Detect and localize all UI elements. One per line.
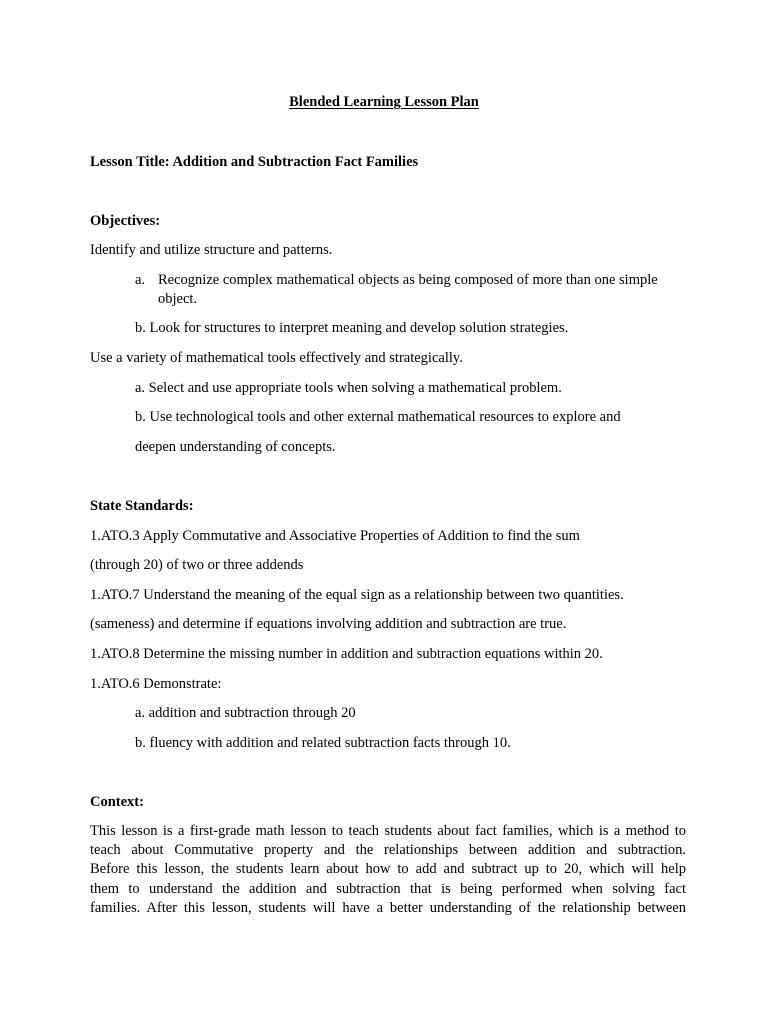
context-line: Before this lesson, the students learn about how to add and subtract up to 20, which will help [90,861,686,878]
standard-2-line2: (sameness) and determine if equations involving addition and subtraction are true. [90,616,567,632]
objective-item-2a: a. Select and use appropriate tools when solving a mathematical problem. [135,380,562,396]
standard-1-line1: 1.ATO.3 Apply Commutative and Associative Properties of Addition to find the sum [90,528,580,544]
standard-2-line1: 1.ATO.7 Understand the meaning of the equal sign as a relationship between two quantities. [90,587,624,603]
objective-item-1a-marker: a. [135,272,146,288]
context-line: families. After this lesson, students will have a better understanding of the relationship between [90,899,686,916]
objective-item-2b-line2: deepen understanding of concepts. [135,439,336,455]
document-title: Blended Learning Lesson Plan [289,94,479,110]
context-line: teach about Commutative property and the relationships between addition and subtraction. [90,842,686,859]
standard-4b: b. fluency with addition and related subtraction facts through 10. [135,735,511,751]
context-heading: Context: [90,794,144,810]
objective-item-1: Identify and utilize structure and patterns. [90,242,333,258]
objective-item-2: Use a variety of mathematical tools effectively and strategically. [90,350,463,366]
context-line: them to understand the addition and subtraction that is being performed when solving fact [90,880,686,897]
standard-1-line2: (through 20) of two or three addends [90,557,304,573]
context-paragraph [90,822,686,918]
objectives-heading: Objectives: [90,213,161,229]
objective-item-1a-line1: Recognize complex mathematical objects as being composed of more than one simple [158,272,658,288]
objective-item-2b-line1: b. Use technological tools and other external mathematical resources to explore and [135,409,621,425]
standard-4: 1.ATO.6 Demonstrate: [90,676,222,692]
standard-3: 1.ATO.8 Determine the missing number in addition and subtraction equations within 20. [90,646,603,662]
objective-item-1b: b. Look for structures to interpret meaning and develop solution strategies. [135,320,569,336]
context-line: This lesson is a first-grade math lesson to teach students about fact families, which is a method to [90,823,686,839]
lesson-title: Lesson Title: Addition and Subtraction Fact Families [90,154,419,170]
objective-item-1a-line2: object. [158,291,198,307]
standards-heading: State Standards: [90,498,194,514]
standard-4a: a. addition and subtraction through 20 [135,705,356,721]
